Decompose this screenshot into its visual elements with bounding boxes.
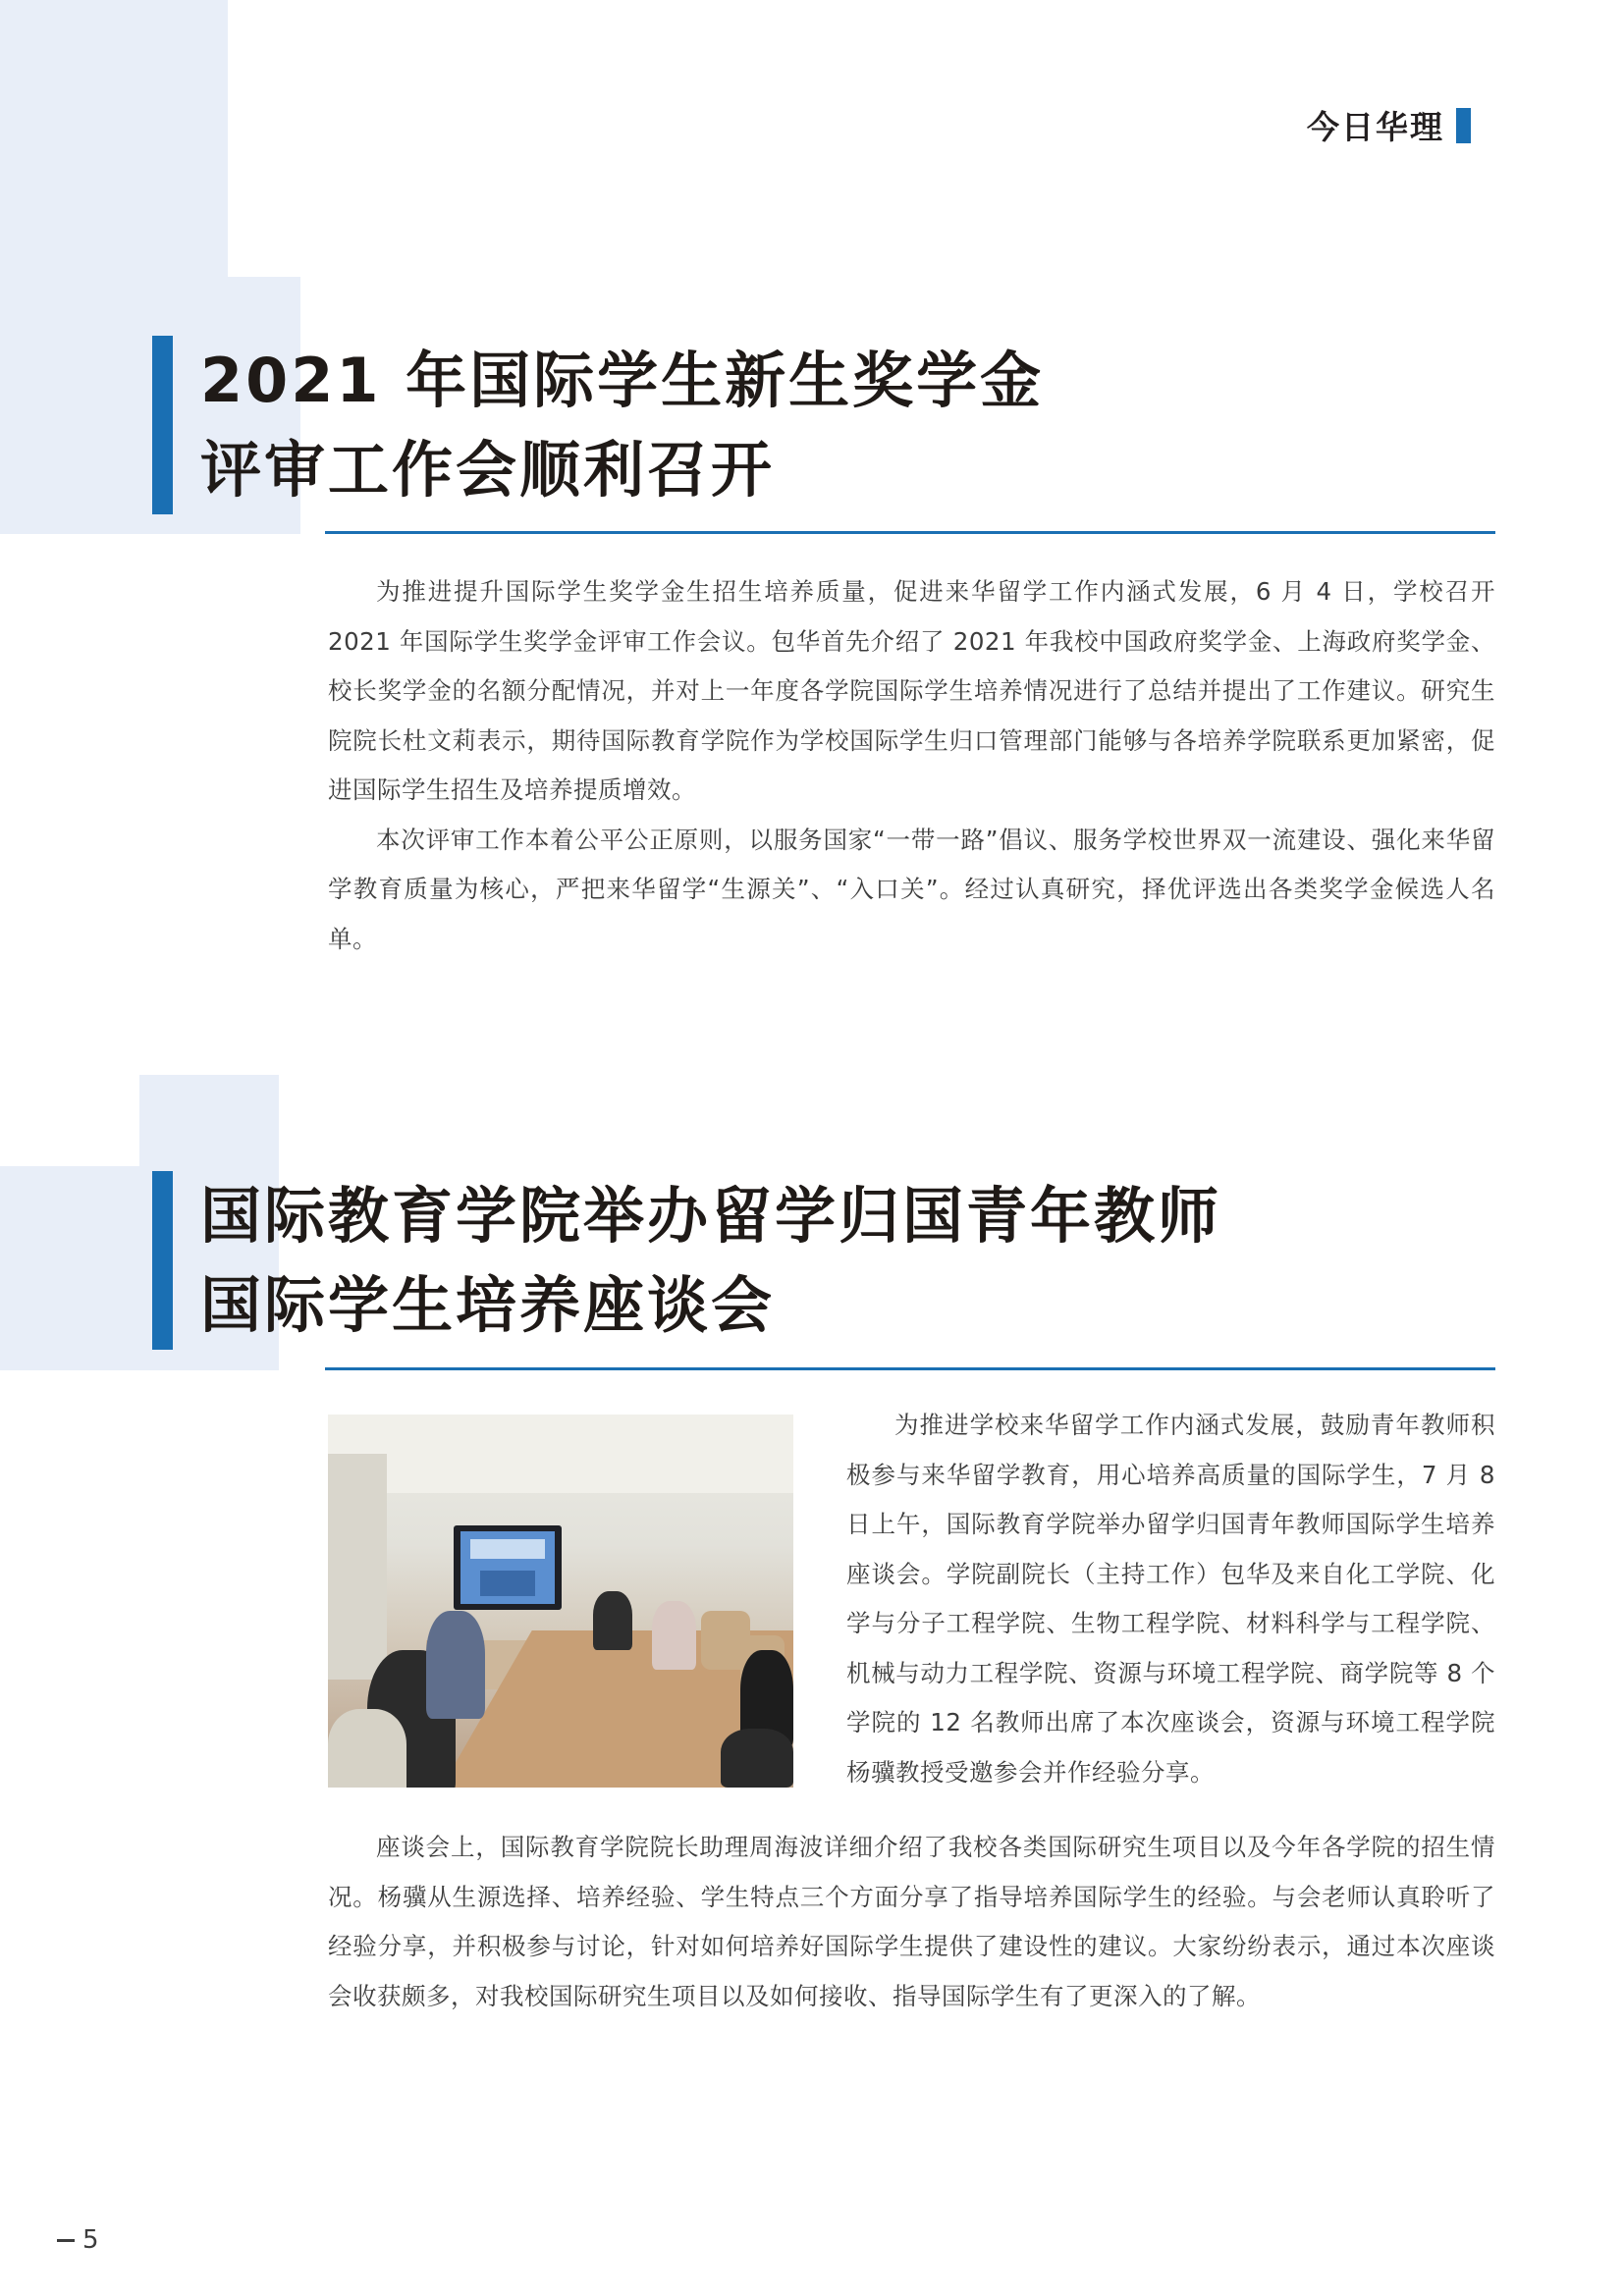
article2-body bbox=[328, 1823, 1495, 2021]
section-header bbox=[1307, 102, 1471, 148]
article1-divider bbox=[325, 531, 1495, 534]
article1-paragraph-1: 为推进提升国际学生奖学金生招生培养质量，促进来华留学工作内涵式发展，6 月 4 日，学校召开 2021 年国际学生奖学金评审工作会议。包华首先介绍了 2021 年我校中国政府奖学金、上海政府奖学金、校长奖学金的名额分配情况，并对上一年度各学院国际学生培养情况进行了总结并提出了工作建议。研究生院院长杜文莉表示，期待国际教育学院作为学校国际学生归口管理部门能够与各培养学院联系更加紧密，促进国际学生招生及培养提质增效。 bbox=[328, 577, 1495, 804]
decor-block-mid-2 bbox=[0, 1166, 139, 1370]
article2-side-text bbox=[846, 1401, 1495, 1797]
article1-paragraph-2: 本次评审工作本着公平公正原则，以服务国家“一带一路”倡议、服务学校世界双一流建设、强化来华留学教育质量为核心，严把来华留学“生源关”、“入口关”。经过认真研究，择优评选出各类奖学金候选人名单。 bbox=[328, 825, 1495, 953]
article2-paragraph-2: 座谈会上，国际教育学院院长助理周海波详细介绍了我校各类国际研究生项目以及今年各学院的招生情况。杨骥从生源选择、培养经验、学生特点三个方面分享了指导培养国际学生的经验。与会老师认真聆听了经验分享，并积极参与讨论，针对如何培养好国际学生提供了建设性的建议。大家纷纷表示，通过本次座谈会收获颇多，对我校国际研究生项目以及如何接收、指导国际学生有了更深入的了解。 bbox=[328, 1833, 1495, 2010]
section-header-bar bbox=[1456, 108, 1471, 143]
page-number bbox=[57, 2225, 99, 2255]
article1-title-line1: 2021 年国际学生新生奖学金 bbox=[200, 345, 1045, 416]
page-number-dash bbox=[57, 2239, 75, 2242]
article1-title-line2: 评审工作会顺利召开 bbox=[200, 434, 776, 506]
article1-title bbox=[152, 336, 1044, 514]
page-number-value: 5 bbox=[82, 2225, 99, 2255]
article2-divider bbox=[325, 1367, 1495, 1370]
article2-title bbox=[152, 1171, 1221, 1350]
article2-title-line1: 国际教育学院举办留学归国青年教师 bbox=[200, 1180, 1222, 1252]
section-title: 今日华理 bbox=[1307, 108, 1444, 146]
article1-body bbox=[328, 567, 1495, 964]
article2-paragraph-1: 为推进学校来华留学工作内涵式发展，鼓励青年教师积极参与来华留学教育，用心培养高质量的国际学生，7 月 8 日上午，国际教育学院举办留学归国青年教师国际学生培养座谈会。学院副院长（主持工作）包华及来自化工学院、化学与分子工程学院、生物工程学院、材料科学与工程学院、机械与动力工程学院、资源与环境工程学院、商学院等 8 个学院的 12 名教师出席了本次座谈会，资源与环境工程学院杨骥教授受邀参会并作经验分享。 bbox=[846, 1411, 1495, 1787]
meeting-photo bbox=[328, 1415, 793, 1788]
article2-title-line2: 国际学生培养座谈会 bbox=[200, 1269, 776, 1341]
